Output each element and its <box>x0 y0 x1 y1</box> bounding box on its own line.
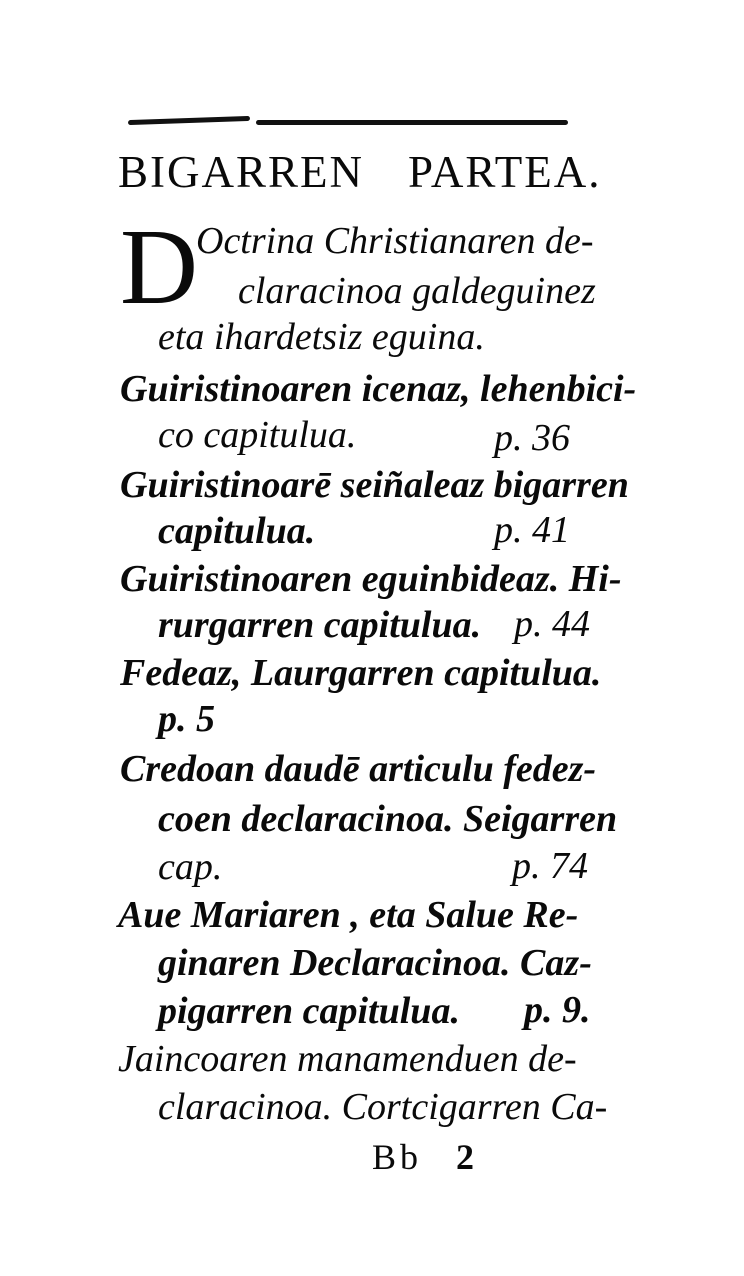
signature-number: 2 <box>456 1137 479 1177</box>
entry-3-page: p. 44 <box>514 603 590 645</box>
entry-1-line-1: Guiristinoaren icenaz, lehenbici- <box>120 368 637 410</box>
entry-4-line-2: p. 5 <box>158 698 215 740</box>
entry-6-page: p. 9. <box>524 989 591 1031</box>
intro-line-2: claracinoa galdeguinez <box>238 270 596 312</box>
entry-2-line-2: capitulua. <box>158 510 316 552</box>
entry-2-line-1: Guiristinoarē seiñaleaz bigarren <box>120 464 629 506</box>
top-rule-right <box>256 120 568 125</box>
entry-3-line-2: rurgarren capitulua. <box>158 604 482 646</box>
heading-word-1: BIGARREN <box>118 147 365 197</box>
page-heading <box>118 146 638 198</box>
entry-4-line-1: Fedeaz, Laurgarren capitulua. <box>120 652 602 694</box>
entry-5-line-1: Credoan daudē articulu fedez- <box>120 748 597 790</box>
top-rule-left <box>128 116 250 125</box>
entry-6-line-2: ginaren Declaracinoa. Caz- <box>158 942 592 984</box>
entry-6-line-1: Aue Mariaren , eta Salue Re- <box>118 894 579 936</box>
entry-3-line-1: Guiristinoaren eguinbideaz. Hi- <box>120 558 622 600</box>
entry-5-line-2: coen declaracinoa. Seigarren <box>158 798 618 840</box>
signature-mark <box>372 1136 478 1178</box>
signature-letters: Bb <box>372 1137 423 1177</box>
heading-word-2: PARTEA. <box>408 147 602 197</box>
intro-line-3: eta ihardetsiz eguina. <box>158 316 485 358</box>
entry-6-line-3: pigarren capitulua. <box>158 990 460 1032</box>
entry-5-page: p. 74 <box>512 845 588 887</box>
entry-2-page: p. 41 <box>494 509 570 551</box>
drop-capital: D <box>120 208 198 327</box>
entry-1-line-2: co capitulua. <box>158 414 357 456</box>
entry-7-line-2: claracinoa. Cortcigarren Ca- <box>158 1086 608 1128</box>
entry-5-line-3: cap. <box>158 846 223 888</box>
entry-7-line-1: Jaincoaren manamenduen de- <box>118 1038 577 1080</box>
entry-1-page: p. 36 <box>494 417 570 459</box>
intro-line-1: Octrina Christianaren de- <box>196 220 594 262</box>
